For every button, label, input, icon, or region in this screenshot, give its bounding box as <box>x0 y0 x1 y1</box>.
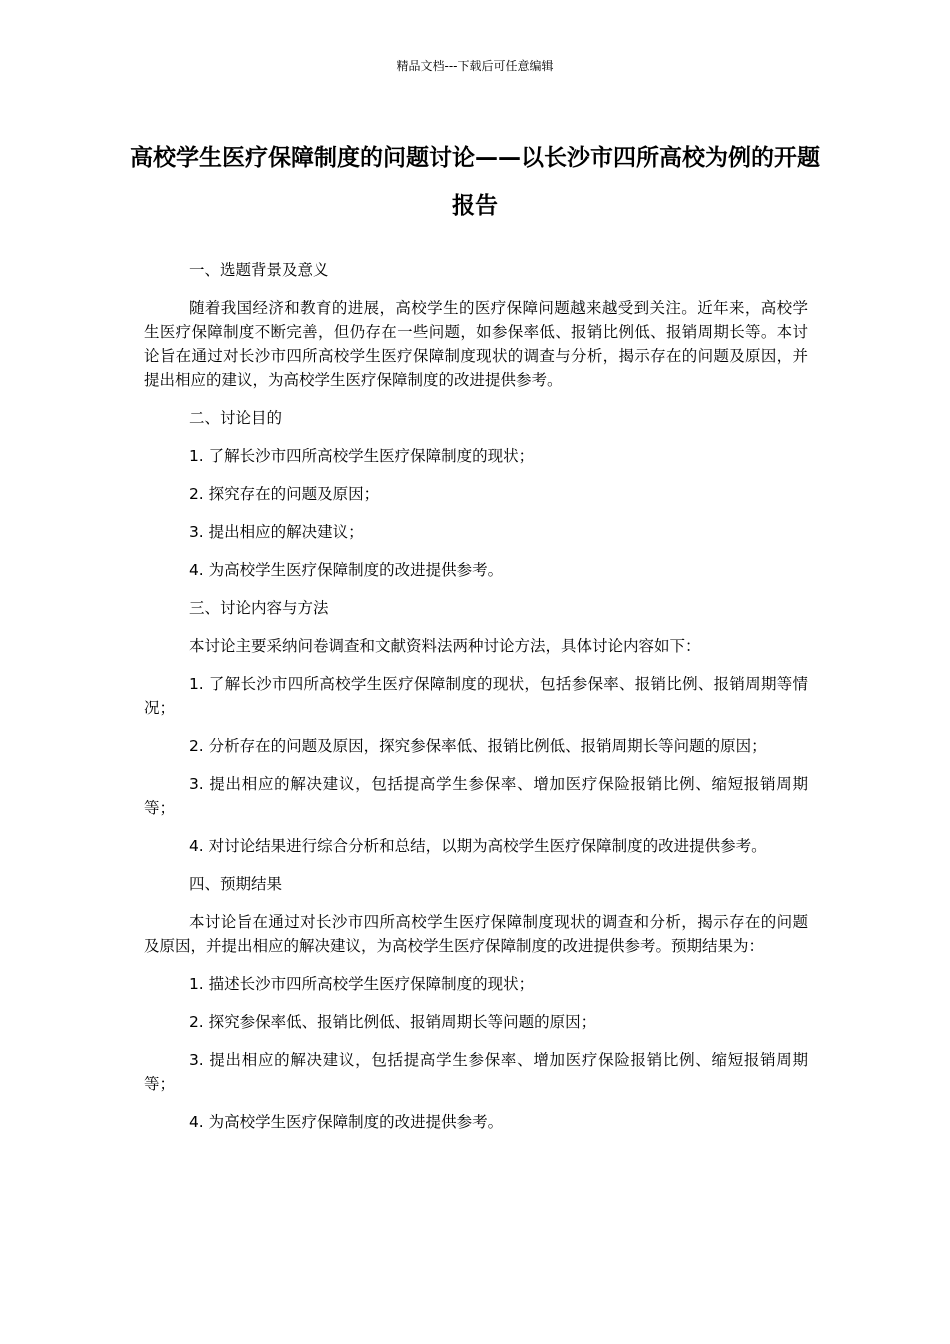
paragraph: 随着我国经济和教育的进展，高校学生的医疗保障问题越来越受到关注。近年来，高校学生医疗保障制度不断完善，但仍存在一些问题，如参保率低、报销比例低、报销周期长等。本讨论旨在通过对长沙市四所高校学生医疗保障制度现状的调查与分析，揭示存在的问题及原因，并提出相应的建议，为高校学生医疗保障制度的改进提供参考。 <box>144 299 808 389</box>
list-item: 1. 描述长沙市四所高校学生医疗保障制度的现状； <box>188 975 535 993</box>
paragraph: 本讨论主要采纳问卷调查和文献资料法两种讨论方法，具体讨论内容如下： <box>188 637 701 655</box>
section-heading: 四、预期结果 <box>188 875 282 893</box>
section-heading: 三、讨论内容与方法 <box>188 599 329 617</box>
paragraph: 本讨论旨在通过对长沙市四所高校学生医疗保障制度现状的调查和分析，揭示存在的问题及原因，并提出相应的解决建议，为高校学生医疗保障制度的改进提供参考。预期结果为： <box>144 913 808 955</box>
list-item: 1. 了解长沙市四所高校学生医疗保障制度的现状，包括参保率、报销比例、报销周期等情况； <box>144 675 808 717</box>
list-item: 3. 提出相应的解决建议，包括提高学生参保率、增加医疗保险报销比例、缩短报销周期等； <box>144 775 808 817</box>
list-item: 4. 对讨论结果进行综合分析和总结，以期为高校学生医疗保障制度的改进提供参考。 <box>188 837 767 855</box>
document-title: 高校学生医疗保障制度的问题讨论——以长沙市四所高校为例的开题报告 <box>130 145 820 219</box>
section-heading: 一、选题背景及意义 <box>188 261 329 279</box>
list-item: 1. 了解长沙市四所高校学生医疗保障制度的现状； <box>188 447 535 465</box>
list-item: 2. 探究参保率低、报销比例低、报销周期长等问题的原因； <box>188 1013 597 1031</box>
list-item: 3. 提出相应的解决建议； <box>188 523 364 541</box>
list-item: 2. 探究存在的问题及原因； <box>188 485 380 503</box>
document-body <box>144 258 808 1148</box>
list-item: 4. 为高校学生医疗保障制度的改进提供参考。 <box>188 1113 504 1131</box>
list-item: 4. 为高校学生医疗保障制度的改进提供参考。 <box>188 561 504 579</box>
section-heading: 二、讨论目的 <box>188 409 282 427</box>
list-item: 3. 提出相应的解决建议，包括提高学生参保率、增加医疗保险报销比例、缩短报销周期等； <box>144 1051 808 1093</box>
list-item: 2. 分析存在的问题及原因，探究参保率低、报销比例低、报销周期长等问题的原因； <box>188 737 767 755</box>
header-note: 精品文档---下载后可任意编辑 <box>396 59 554 73</box>
